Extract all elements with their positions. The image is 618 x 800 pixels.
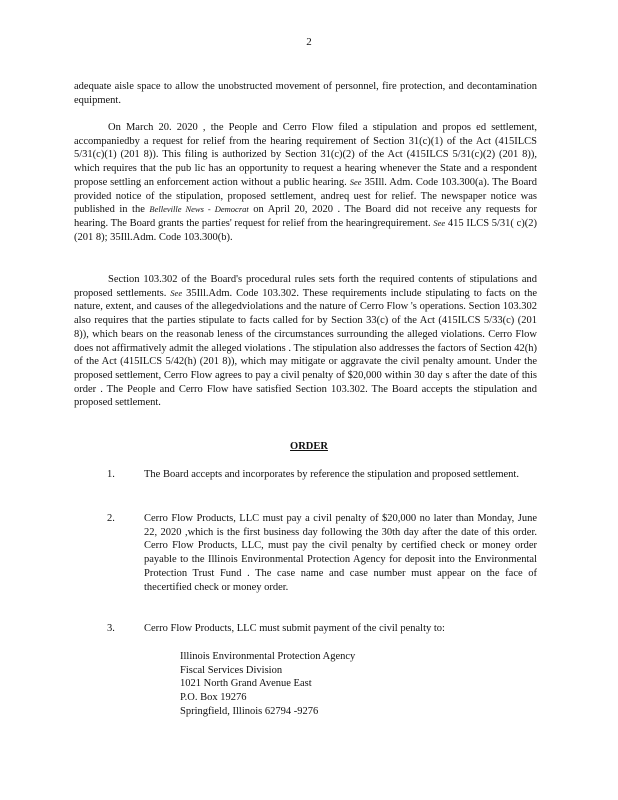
order-item	[74, 468, 537, 482]
page-number: 2	[306, 36, 312, 48]
paragraph-2-text-c: on April 20, 2020 . The Board did not receive any requests for hearing. The Board grants the parties' request for relief from the hearingrequirement.	[74, 204, 537, 229]
address-line: Illinois Environmental Protection Agency	[180, 651, 356, 662]
paragraph-2-text-b: 35Ill. Adm. Code 103.300(a). The Board provided notice of the stipulation, proposed settlement, andreq uest for relief. The newspaper notice was published in the	[74, 176, 537, 216]
order-item-text: Cerro Flow Products, LLC must pay a civil penalty of $20,000 no later than Monday, June 22, 2020 ,which is the first business day following the 30th day after the date of this order. Cerro Flow Products, LLC, must pay the civil penalty by certified check or money order payable to the Illinois Environmental Protection Agency for deposit into the Environmental Protection Trust Fund . The case name and case number must appear on the face of thecertified check or money order.	[144, 513, 537, 593]
address-line: Springfield, Illinois 62794 -9276	[180, 705, 319, 717]
newspaper-name: Belleville News - Democrat	[149, 204, 249, 215]
address-line: P.O. Box 19276	[180, 692, 247, 704]
payment-address	[180, 650, 355, 719]
order-heading-text: ORDER	[290, 441, 328, 452]
order-item	[74, 512, 537, 594]
order-item	[74, 622, 537, 636]
order-item-number: 1.	[107, 469, 115, 480]
order-item-text: The Board accepts and incorporates by reference the stipulation and proposed settlement.	[144, 469, 519, 480]
see-citation: See	[170, 287, 183, 298]
order-item-number: 2.	[107, 513, 115, 524]
paragraph-2	[74, 121, 537, 244]
paragraph-3-text-b: 35Ill.Adm. Code 103.302. These requirements include stipulating to facts on the nature, extent, and causes of the allegedviolations and the nature of Cerro Flow 's operations. Section 103.302 also requires that the parties stipulate to facts called for by Section 33(c) of the Act (415ILCS 5/33(c) (201 8)), which bears on the reasonab leness of the circumstances surrounding the alleged violations. Cerro Flow does not affirmatively admit the alleged violations . The stipulation also addresses the factors of Section 42(h) of the Act (415ILCS 5/42(h) (201 8)), which may mitigate or aggravate the civil penalty amount. Under the proposed settlement, Cerro Flow agrees to pay a civil penalty of $20,000 within 30 day s after the date of this order . The People and Cerro Flow have satisfied Section 103.302. The Board accepts the stipulation and proposed settlement.	[74, 287, 537, 409]
see-citation: See	[433, 217, 446, 228]
paragraph-2-text-a: On March 20. 2020 , the People and Cerro Flow filed a stipulation and propos ed settlement, accompaniedby a request for relief from the hearing requirement of Section 31(c)(1) of the Act (415ILCS 5/31(c)(1) (201 8)). This filing is authorized by Section 31(c)(2) of the Act (415ILCS 5/31(c)(2) (201 8)), which requires that the pub lic has an opportunity to request a hearing whenever the State and a respondent propose settling an enforcement action without a public hearing.	[74, 122, 537, 188]
address-line: 1021 North Grand Avenue East	[180, 678, 312, 690]
order-item-number: 3.	[107, 623, 115, 634]
address-line: Fiscal Services Division	[180, 664, 283, 676]
see-citation: See	[349, 176, 362, 187]
paragraph-2-text-d: 415 ILCS 5/31( c)(2) (201 8); 35Ill.Adm. Code 103.300(b).	[74, 217, 538, 243]
order-item-text: Cerro Flow Products, LLC must submit payment of the civil penalty to:	[144, 623, 445, 634]
paragraph-3-text-a: Section 103.302 of the Board's procedural rules sets forth the required contents of stipulations and proposed settlements.	[74, 274, 537, 299]
paragraph-1: adequate aisle space to allow the unobstructed movement of personnel, fire protection, and decontamination equipment.	[74, 81, 537, 106]
order-heading	[0, 441, 618, 452]
paragraph-3	[74, 273, 537, 410]
